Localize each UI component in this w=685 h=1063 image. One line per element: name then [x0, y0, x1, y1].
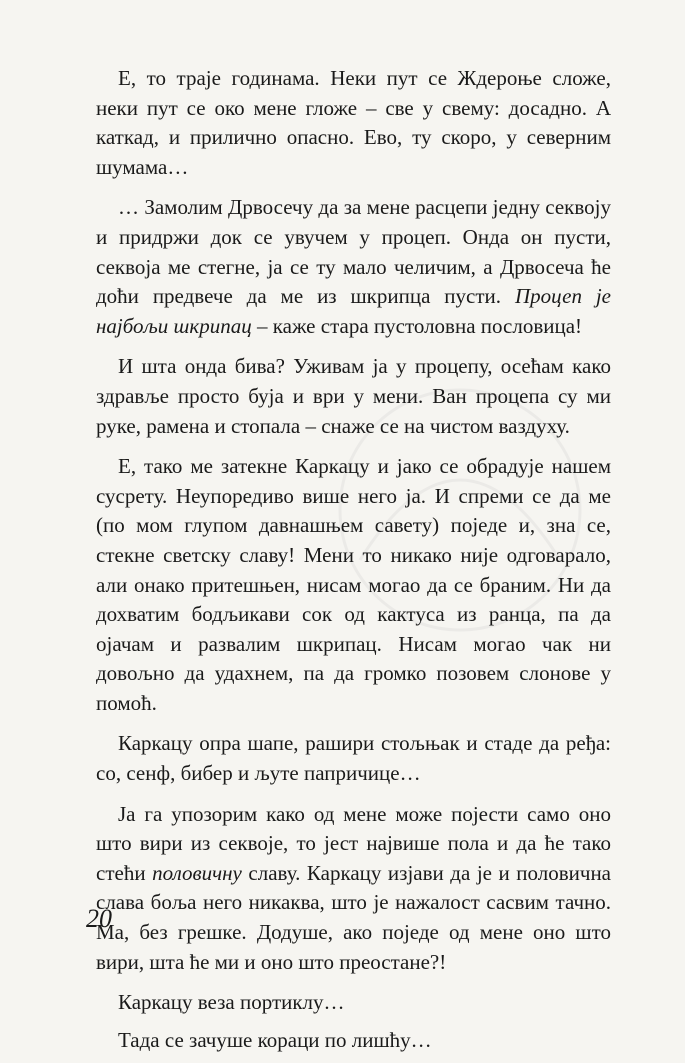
italic-word: половичну [152, 860, 242, 885]
paragraph-text: … Замолим Дрвосечу да за мене расцепи једну секвоју и придржи док се увучем у процеп. Онда он пусти, секвоја ме стегне, ја се ту мало челичим, а Дрвосеча ће доћи предвече да ме из шкрипца пусти. [96, 195, 611, 309]
paragraph-text: славу. [241, 860, 307, 885]
paragraph [96, 800, 611, 978]
paragraph-text: Ја га упозорим како од мене може појести само оно што вири из секвоје, то јест највише пола и да ће тако стећи [96, 801, 611, 885]
page-number: 20 [86, 904, 112, 933]
paragraph: Каркацу веза портиклу… [118, 990, 345, 1015]
paragraph: Е, то траје годинама. Неки пут се Ждероње сложе, неки пут се око мене гложе – све у свему: досадно. А каткад, и прилично опасно. Ево, ту скоро, у северним шумама… [96, 66, 611, 179]
paragraph: Е, тако ме затекне Каркацу и јако се обрадује нашем сусрету. Неупоредиво више него ја. И спреми се да ме (по мом глупом давнашњем савету) поједе и, зна се, стекне светску славу! Мени то никако није одговарало, али онако притешњен, нисам могао да се браним. Ни да дохватим бодљикави сок од кактуса из ранца, па да ојачам и развалим шкрипац. Нисам могао чак ни довољно да удахнем, па да громко позовем слонове у помоћ. [96, 454, 611, 715]
paragraph-text: – каже стара пустоловна пословица! [251, 313, 583, 338]
paragraph-text: Каркацу изјави да је и половична слава боља него никаква, што је нажалост сасвим тачно. Ма, без грешке. Додуше, ако поједе од мене оно што вири, шта ће ми и оно што преостане?! [96, 860, 611, 974]
body-text [96, 64, 611, 1063]
italic-proverb: Процеп је најбољи шкрипац [96, 284, 611, 338]
paragraph [96, 193, 611, 341]
paragraph: Тада се зачуше кораци по лишћу… [118, 1027, 432, 1052]
paragraph: И шта онда бива? Уживам ја у процепу, осећам како здравље просто бујa и ври у мени. Ван процепа су ми руке, рамена и стопала – снаже се на чистом ваздуху. [96, 354, 611, 438]
paragraph: Каркацу опра шапе, рашири стољњак и стаде да ређа: со, сенф, бибер и љуте папричице… [96, 731, 611, 786]
